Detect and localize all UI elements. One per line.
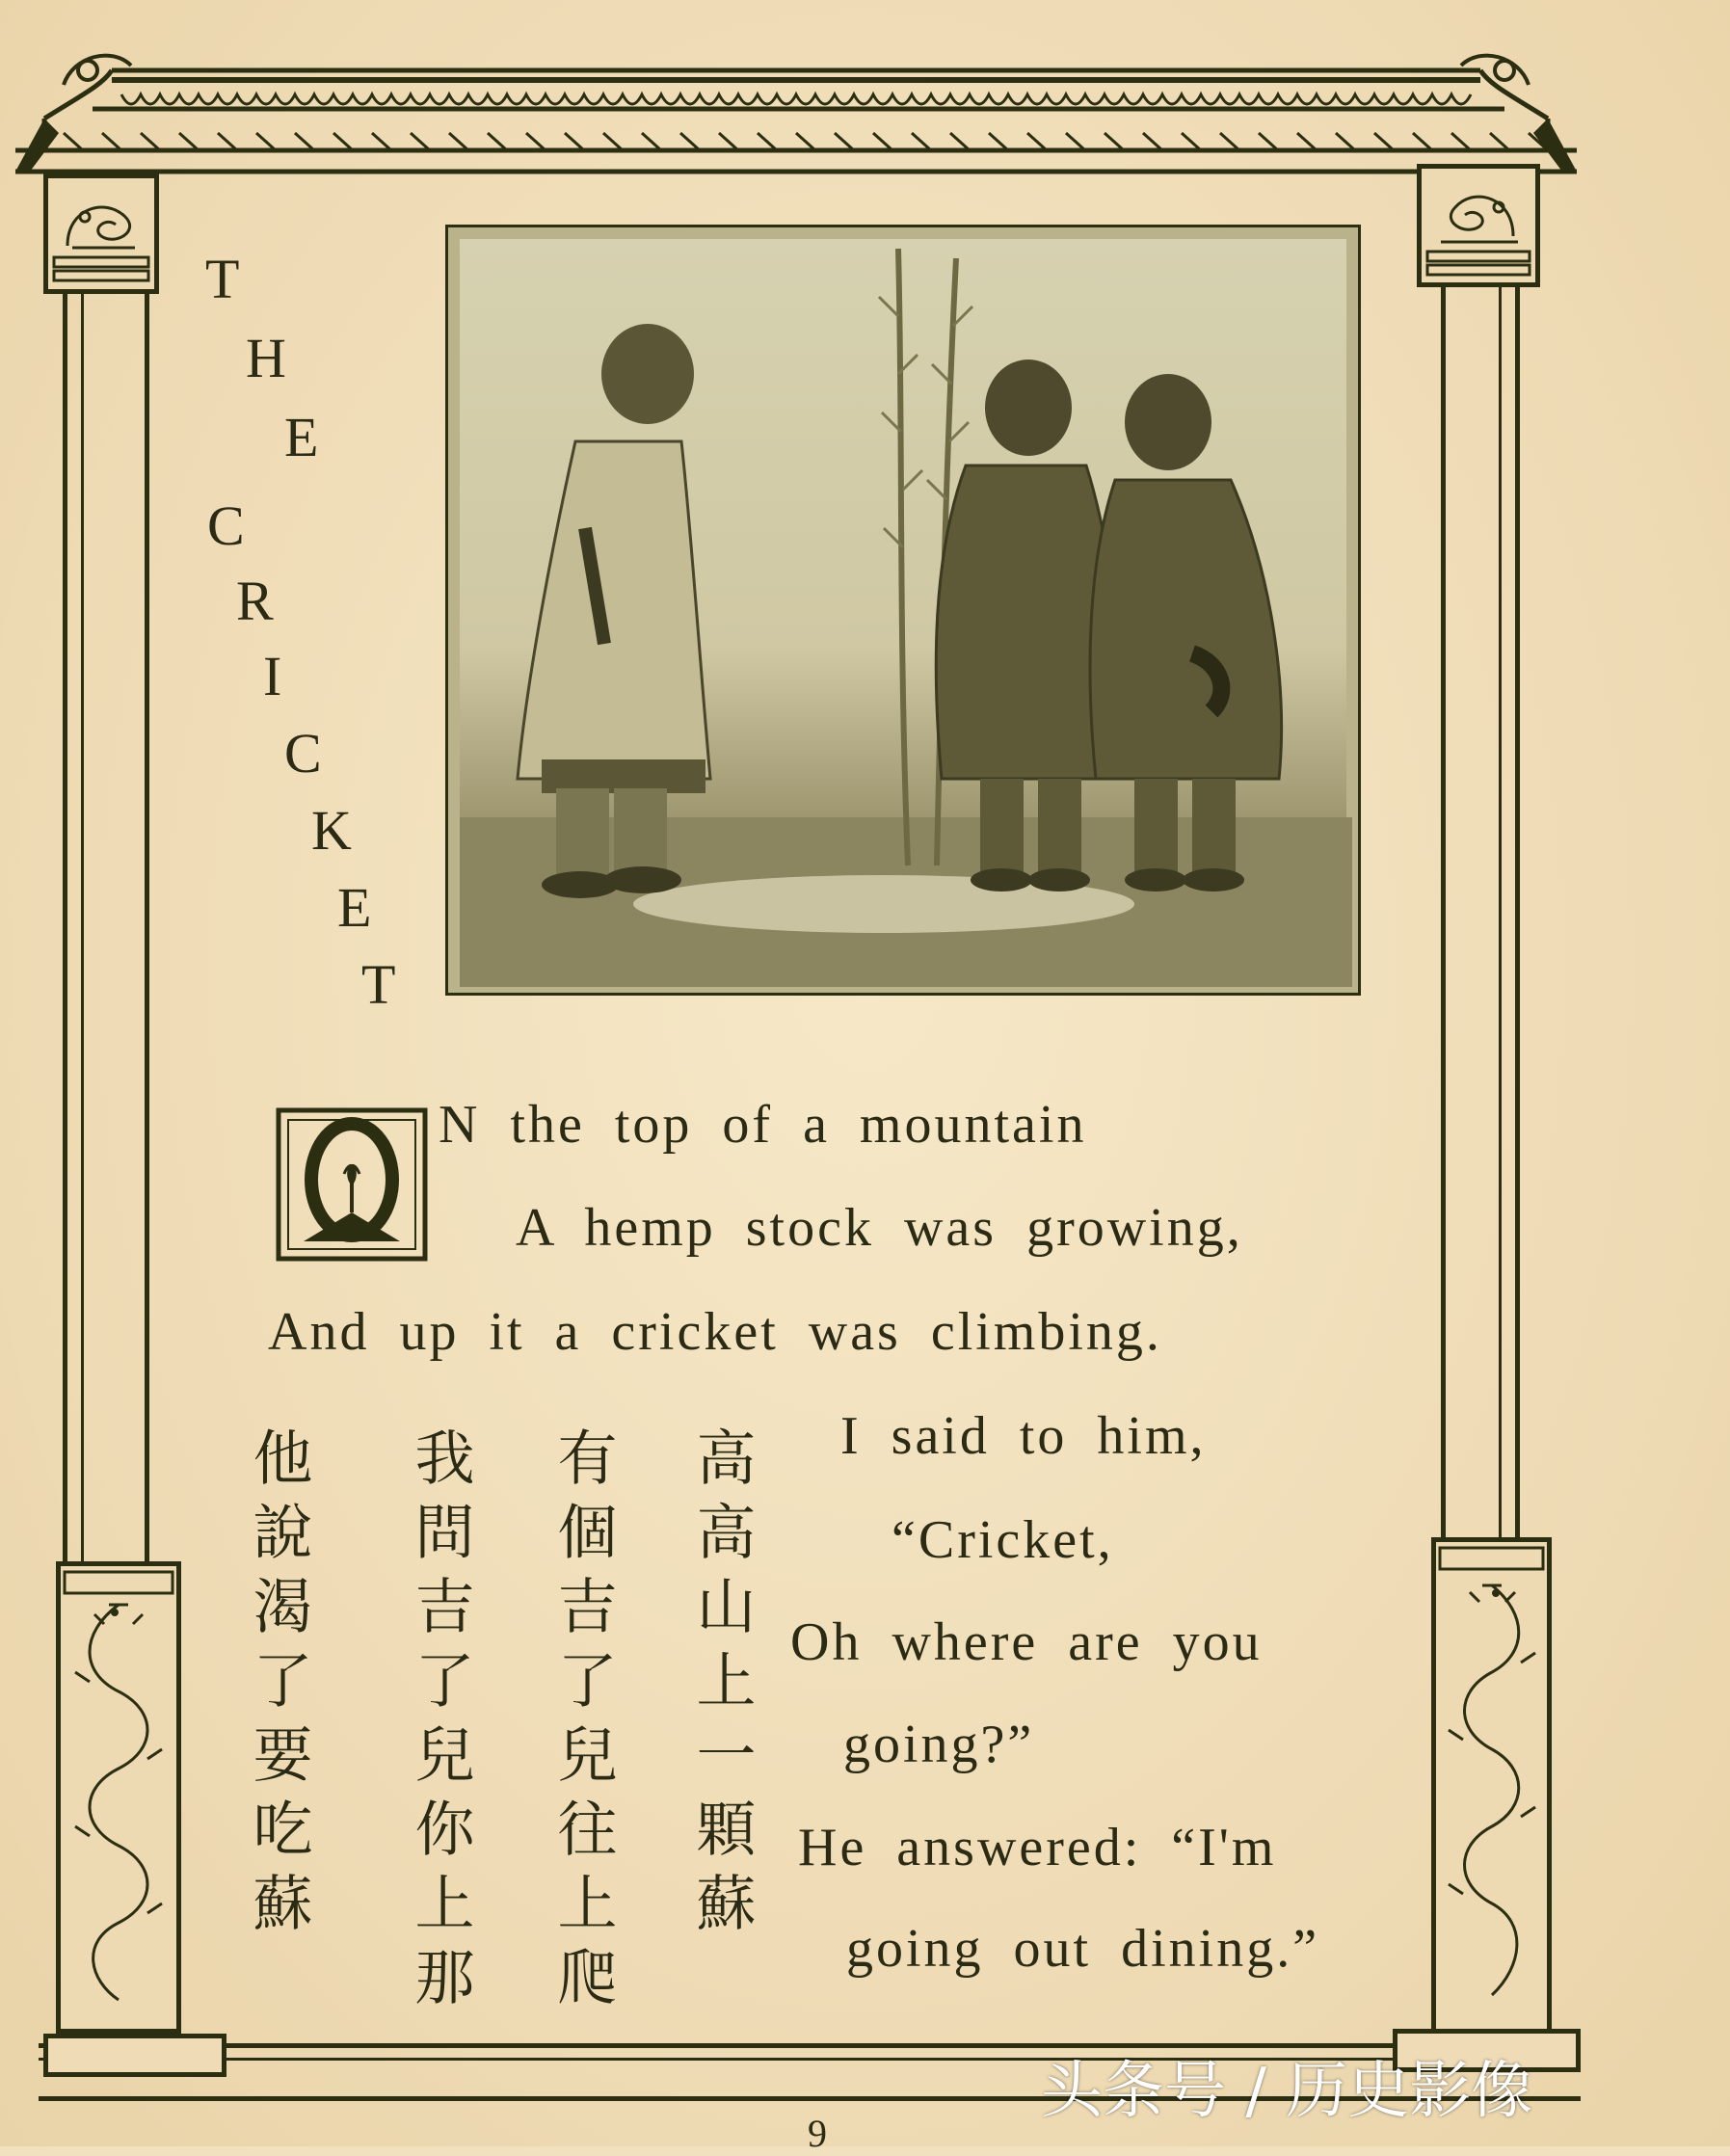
pillar-capital-left <box>43 173 159 294</box>
poem-line: going?” <box>843 1715 1035 1774</box>
poem-line: going out dining.” <box>846 1919 1320 1979</box>
dragon-icon <box>48 178 154 289</box>
page-number: 9 <box>808 2112 827 2155</box>
photograph <box>445 225 1361 996</box>
dragon-icon <box>1436 1542 1547 2034</box>
title-letter: T <box>205 248 240 310</box>
title-letter: H <box>246 327 286 389</box>
chinese-column: 有個吉了兒往上爬 <box>547 1426 618 2020</box>
vertical-title <box>198 246 429 1017</box>
dropcap-ornament <box>275 1106 429 1263</box>
poem-line: He answered: “I'm <box>798 1818 1277 1877</box>
children-illustration <box>460 239 1352 987</box>
title-letter: R <box>236 570 274 632</box>
roof-ornament <box>6 27 1586 186</box>
poem-line: “Cricket, <box>892 1510 1114 1570</box>
dragon-icon <box>1422 169 1535 282</box>
poem-line: N the top of a mountain <box>439 1095 1087 1155</box>
poem-line: A hemp stock was growing, <box>516 1198 1243 1258</box>
chinese-column: 我問吉了兒你上那 <box>405 1426 475 2020</box>
watermark: 头条号 / 历史影像 <box>1041 2056 1533 2127</box>
base-block-left <box>43 2034 226 2077</box>
pillar-capital-right <box>1417 164 1540 287</box>
poem-line: And up it a cricket was climbing. <box>268 1302 1162 1362</box>
dragon-panel-right <box>1431 1537 1552 2038</box>
title-letter: C <box>207 494 245 557</box>
chinese-column: 高高山上一顆蘇 <box>686 1426 757 1946</box>
poem-line: Oh where are you <box>790 1612 1263 1672</box>
title-letter: E <box>337 876 372 939</box>
chinese-column: 他說渴了要吃蘇 <box>243 1426 313 1946</box>
pillar-left <box>63 289 149 1571</box>
title-letter: E <box>284 406 319 468</box>
title-letter: K <box>311 799 352 862</box>
dragon-panel-left <box>56 1561 181 2034</box>
photograph-image <box>460 239 1346 981</box>
poem-line: I said to him, <box>840 1406 1207 1466</box>
pillar-right <box>1441 284 1520 1537</box>
title-letter: C <box>284 722 322 785</box>
dragon-icon <box>61 1566 176 2029</box>
title-letter: I <box>263 645 282 707</box>
title-letter: T <box>361 953 396 1016</box>
